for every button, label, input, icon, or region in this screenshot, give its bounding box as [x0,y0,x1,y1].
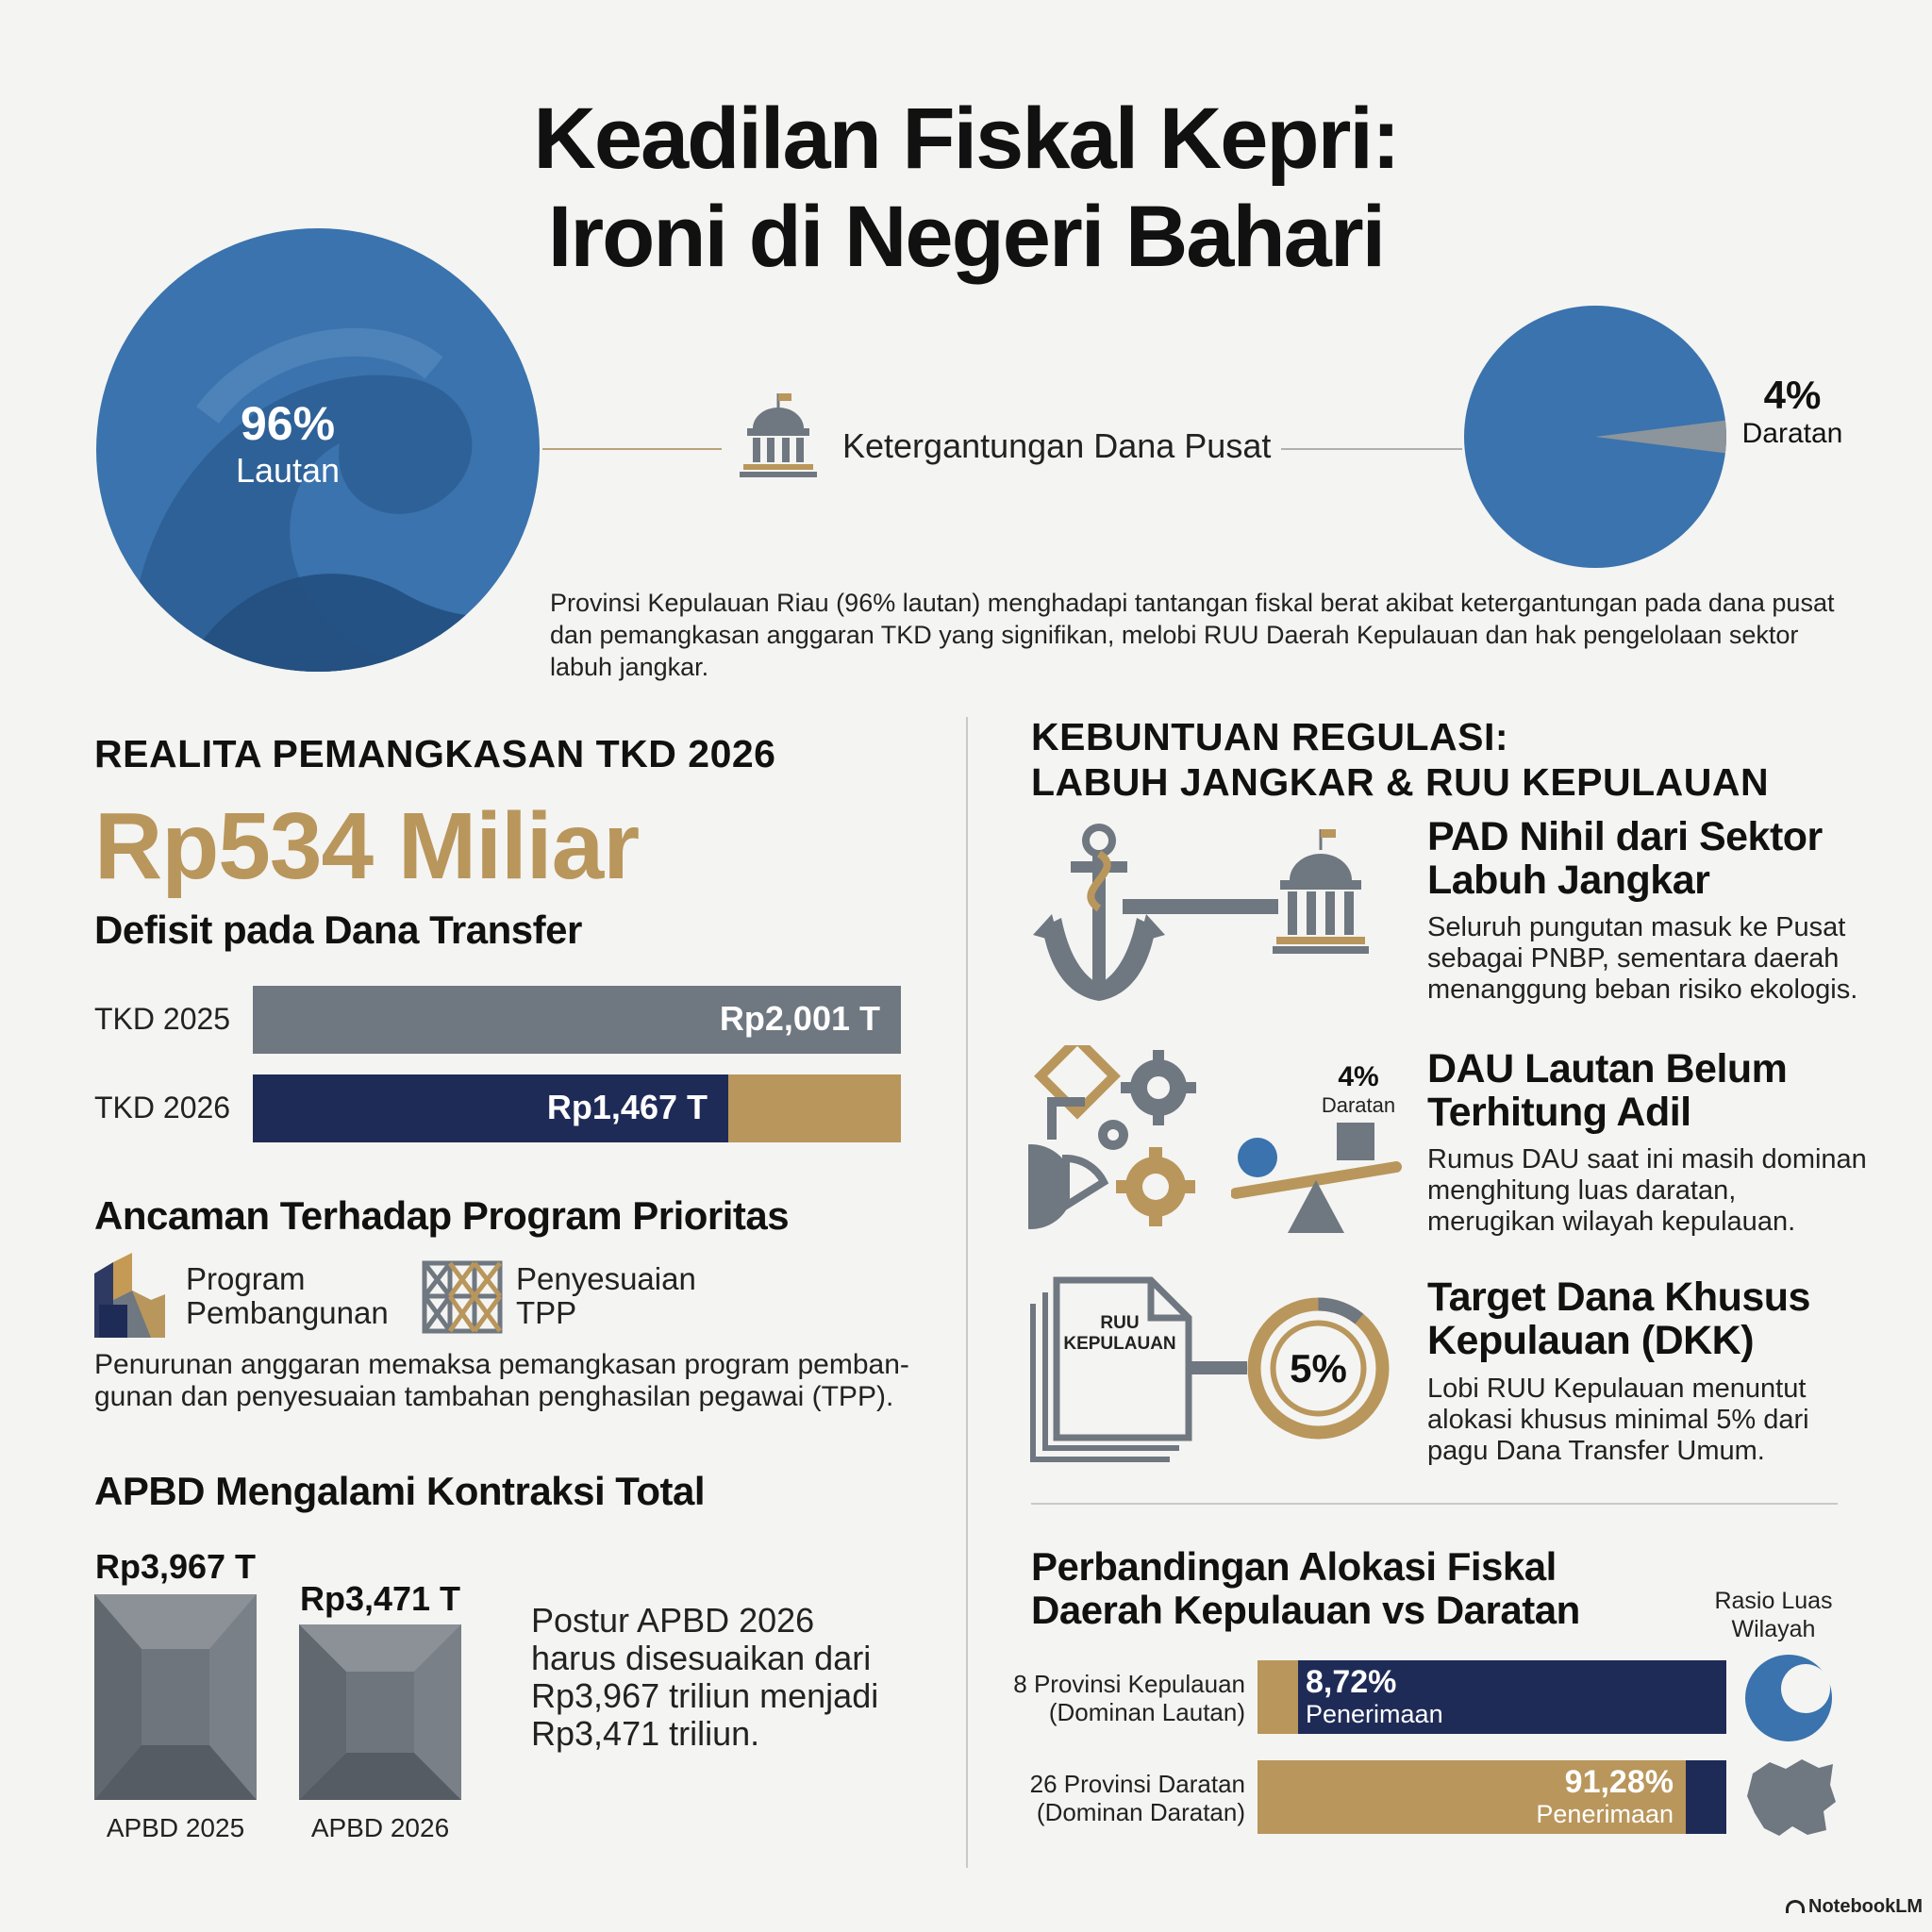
scaffold-grid-icon [422,1260,503,1334]
regulation-heading [1031,714,1769,805]
tkd-heading: REALITA PEMANGKASAN TKD 2026 [94,732,776,775]
dkk-body-line1: Lobi RUU Kepulauan menuntut [1427,1374,1807,1404]
islands-sub: Penerimaan [1306,1700,1443,1728]
labuh-jangkar-body-line3: menanggung beban risiko ekologis. [1427,974,1858,1005]
land-pct-label [1740,373,1844,450]
threat-item-program-line1: Program [186,1261,306,1296]
government-building-icon [736,389,821,483]
connector-line-left [542,448,722,450]
gears-chart-icon [1028,1045,1198,1234]
islands-row-label-line2: (Dominan Lautan) [1048,1698,1245,1726]
moon-sea-icon [1743,1653,1838,1743]
apbd-2025-block [94,1594,257,1800]
dkk-title-line2: Kepulauan (DKK) [1427,1318,1755,1363]
labuh-jangkar-body-line2: sebagai PNBP, sementara daerah [1427,943,1840,974]
labuh-jangkar-body-line1: Seluruh pungutan masuk ke Pusat [1427,912,1846,942]
land-pct: 4% [1763,373,1822,417]
dau-icon-land: Daratan [1321,1093,1396,1117]
mainland-row-label-line1: 26 Provinsi Daratan [1029,1770,1245,1798]
dkk-body-line3: pagu Dana Transfer Umum. [1427,1436,1765,1466]
islands-bar-label [1306,1664,1443,1728]
ratio-area-label-line1: Rasio Luas [1714,1588,1833,1614]
dependency-label: Ketergantungan Dana Pusat [842,426,1272,465]
ratio-area-label-line2: Wilayah [1731,1616,1816,1642]
islands-pct: 8,72% [1306,1664,1397,1700]
ruu-doc-line1: RUU [1100,1313,1140,1333]
sea-pct: 96% [240,397,336,450]
apbd-2025-label: APBD 2025 [106,1813,245,1842]
mainland-bar-label [1257,1764,1674,1828]
mainland-sub: Penerimaan [1536,1800,1674,1828]
balance-scale-icon [1231,1118,1406,1236]
threat-body [94,1349,909,1413]
threat-heading: Ancaman Terhadap Program Prioritas [94,1193,790,1238]
section-divider [1031,1503,1838,1505]
regulation-heading-line2: LABUH JANGKAR & RUU KEPULAUAN [1031,760,1770,804]
dau-icon-label [1311,1061,1406,1118]
comparison-heading-line2: Daerah Kepulauan vs Daratan [1031,1588,1580,1632]
tkd-2025-value: Rp2,001 T [719,999,880,1038]
labuh-jangkar-title [1427,815,1823,902]
dau-title-line1: DAU Lautan Belum [1427,1046,1788,1091]
dau-body [1427,1144,1867,1238]
deficit-amount: Rp534 Miliar [94,793,640,899]
dkk-body-line2: alokasi khusus minimal 5% dari [1427,1405,1809,1435]
brand-footer [1786,1896,1923,1918]
connector-line-right [1281,448,1462,450]
labuh-jangkar-title-line1: PAD Nihil dari Sektor [1427,814,1823,859]
page-title-line1: Keadilan Fiskal Kepri: [533,91,1399,187]
ruu-doc-line2: KEPULAUAN [1063,1334,1176,1354]
tkd-2025-label: TKD 2025 [94,1002,231,1036]
anchor-to-government-icon [1033,824,1387,1003]
comparison-heading [1031,1545,1580,1632]
notebooklm-logo-icon [1786,1900,1805,1913]
threat-item-tpp-line1: Penyesuaian [516,1261,696,1296]
doc-ring-connector [1191,1361,1247,1374]
land-map-icon [1743,1755,1838,1840]
ruu-doc-label [1058,1313,1181,1355]
islands-row-label [1000,1670,1245,1726]
sea-label: Lautan [235,451,341,490]
threat-item-program [186,1262,389,1330]
land-label: Daratan [1741,418,1843,449]
tkd-2026-label: TKD 2026 [94,1091,231,1124]
threat-body-line2: gunan dan penyesuaian tambahan penghasilan pegawai (TPP). [94,1381,894,1412]
threat-item-tpp-line2: TPP [516,1295,577,1330]
dau-title [1427,1047,1787,1134]
regulation-heading-line1: KEBUNTUAN REGULASI: [1031,715,1509,758]
dau-body-line3: merugikan wilayah kepulauan. [1427,1207,1796,1237]
dkk-title-line1: Target Dana Khusus [1427,1274,1810,1320]
dkk-ring-share [1319,1305,1359,1320]
dau-body-line2: menghitung luas daratan, [1427,1175,1737,1206]
brand-name: NotebookLM [1808,1896,1924,1917]
threat-item-tpp [516,1262,696,1330]
apbd-body: Postur APBD 2026 harus disesuaikan dari Rp3,967 triliun menjadi Rp3,471 triliun. [531,1601,879,1753]
document-stack-icon [1028,1275,1193,1464]
dau-icon-pct: 4% [1338,1061,1379,1092]
dau-body-line1: Rumus DAU saat ini masih dominan [1427,1144,1867,1174]
labuh-jangkar-title-line2: Labuh Jangkar [1427,858,1710,903]
tkd-2026-value: Rp1,467 T [546,1088,708,1126]
comparison-heading-line1: Perbandingan Alokasi Fiskal [1031,1544,1557,1589]
dau-title-line2: Terhitung Adil [1427,1090,1691,1135]
islands-bar [1257,1660,1298,1734]
ratio-area-label [1712,1587,1835,1643]
mainland-pct: 91,28% [1564,1764,1674,1800]
dkk-title [1427,1275,1810,1362]
column-divider [966,717,968,1868]
apbd-2026-value: Rp3,471 T [299,1579,461,1618]
mainland-row-label-line2: (Dominan Daratan) [1036,1798,1245,1826]
page-title-line2: Ironi di Negeri Bahari [547,189,1385,285]
apbd-2026-label: APBD 2026 [310,1813,450,1842]
labuh-jangkar-body [1427,912,1857,1006]
apbd-heading: APBD Mengalami Kontraksi Total [94,1469,705,1513]
apbd-2026-block [299,1624,461,1800]
buildings-stack-icon [94,1253,170,1338]
land-share-pie [1462,304,1728,570]
threat-body-line1: Penurunan anggaran memaksa pemangkasan program pemban- [94,1349,909,1380]
intro-text: Provinsi Kepulauan Riau (96% lautan) menghadapi tantangan fiskal berat akibat ketergantungan pada dana pusat dan pemangkasan anggaran TKD yang signifikan, melobi RUU Daerah Kepulauan dan hak pengelolaan sektor labuh jangkar. [550,589,1835,681]
dkk-body [1427,1374,1809,1467]
apbd-2025-value: Rp3,967 T [94,1547,257,1586]
threat-item-program-line2: Pembangunan [186,1295,389,1330]
sea-pct-label [179,396,396,491]
mainland-row-label [1000,1770,1245,1826]
dkk-pct: 5% [1290,1346,1347,1391]
deficit-subheading: Defisit pada Dana Transfer [94,908,582,952]
islands-row-label-line1: 8 Provinsi Kepulauan [1013,1670,1245,1698]
